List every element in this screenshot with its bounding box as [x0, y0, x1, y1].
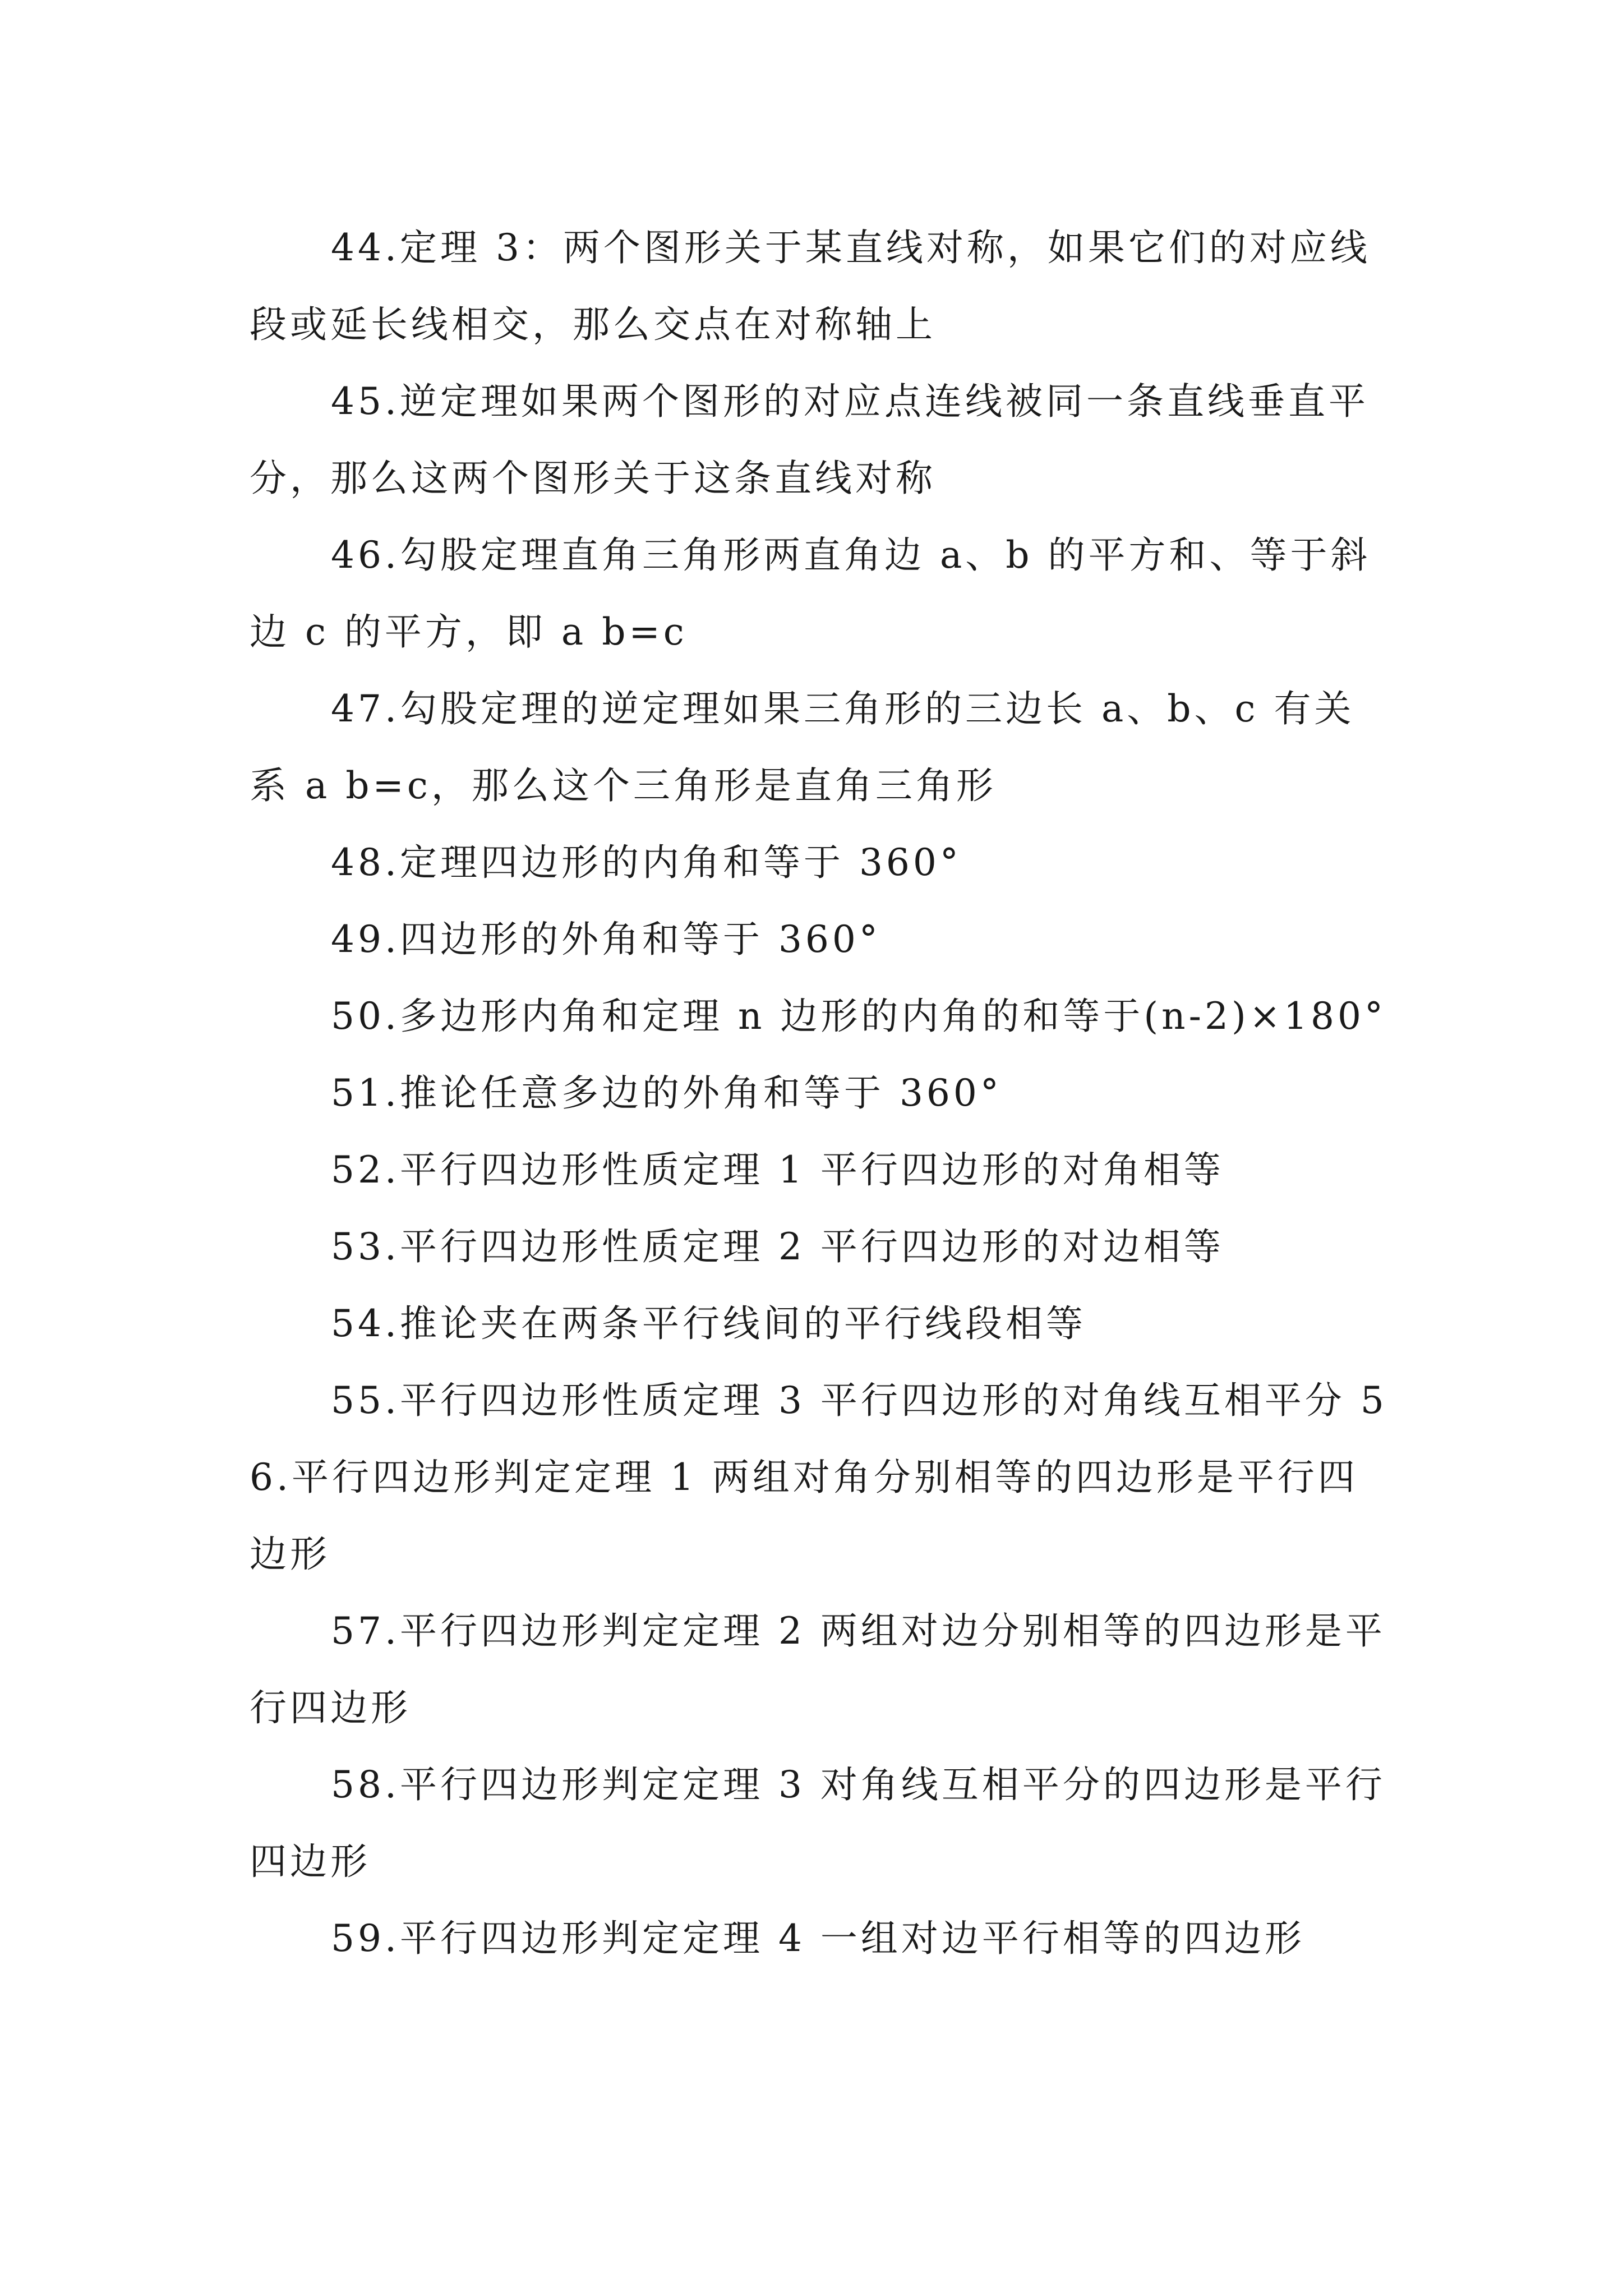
paragraph-48: 48.定理四边形的内角和等于 360° — [331, 841, 962, 884]
paragraph-46: 46.勾股定理直角三角形两直角边 a、b 的平方和、等于斜边 c 的平方，即 a b=c — [250, 533, 1371, 654]
paragraph-54: 54.推论夹在两条平行线间的平行线段相等 — [331, 1302, 1086, 1345]
paragraph-58: 58.平行四边形判定定理 3 对角线互相平分的四边形是平行四边形 — [250, 1763, 1386, 1883]
paragraph-50: 50.多边形内角和定理 n 边形的内角的和等于(n-2)×180° — [331, 995, 1386, 1038]
paragraph-52: 52.平行四边形性质定理 1 平行四边形的对角相等 — [331, 1148, 1224, 1191]
paragraph-55-56: 55.平行四边形性质定理 3 平行四边形的对角线互相平分 56.平行四边形判定定理 1 两组对角分别相等的四边形是平行四边形 — [250, 1379, 1387, 1576]
paragraph-49: 49.四边形的外角和等于 360° — [331, 918, 881, 961]
paragraph-57: 57.平行四边形判定定理 2 两组对边分别相等的四边形是平行四边形 — [250, 1609, 1386, 1729]
paragraph-44: 44.定理 3：两个图形关于某直线对称，如果它们的对应线段或延长线相交，那么交点在对称轴上 — [250, 226, 1371, 346]
paragraph-47: 47.勾股定理的逆定理如果三角形的三边长 a、b、c 有关系 a b=c，那么这个三角形是直角三角形 — [250, 687, 1355, 807]
paragraph-51: 51.推论任意多边的外角和等于 360° — [331, 1071, 1002, 1115]
paragraph-45: 45.逆定理如果两个图形的对应点连线被同一条直线垂直平分，那么这两个图形关于这条直线对称 — [250, 380, 1369, 500]
paragraph-59: 59.平行四边形判定定理 4 一组对边平行相等的四边形 — [331, 1917, 1305, 1960]
paragraph-53: 53.平行四边形性质定理 2 平行四边形的对边相等 — [331, 1225, 1224, 1268]
document-body — [250, 209, 1388, 1977]
